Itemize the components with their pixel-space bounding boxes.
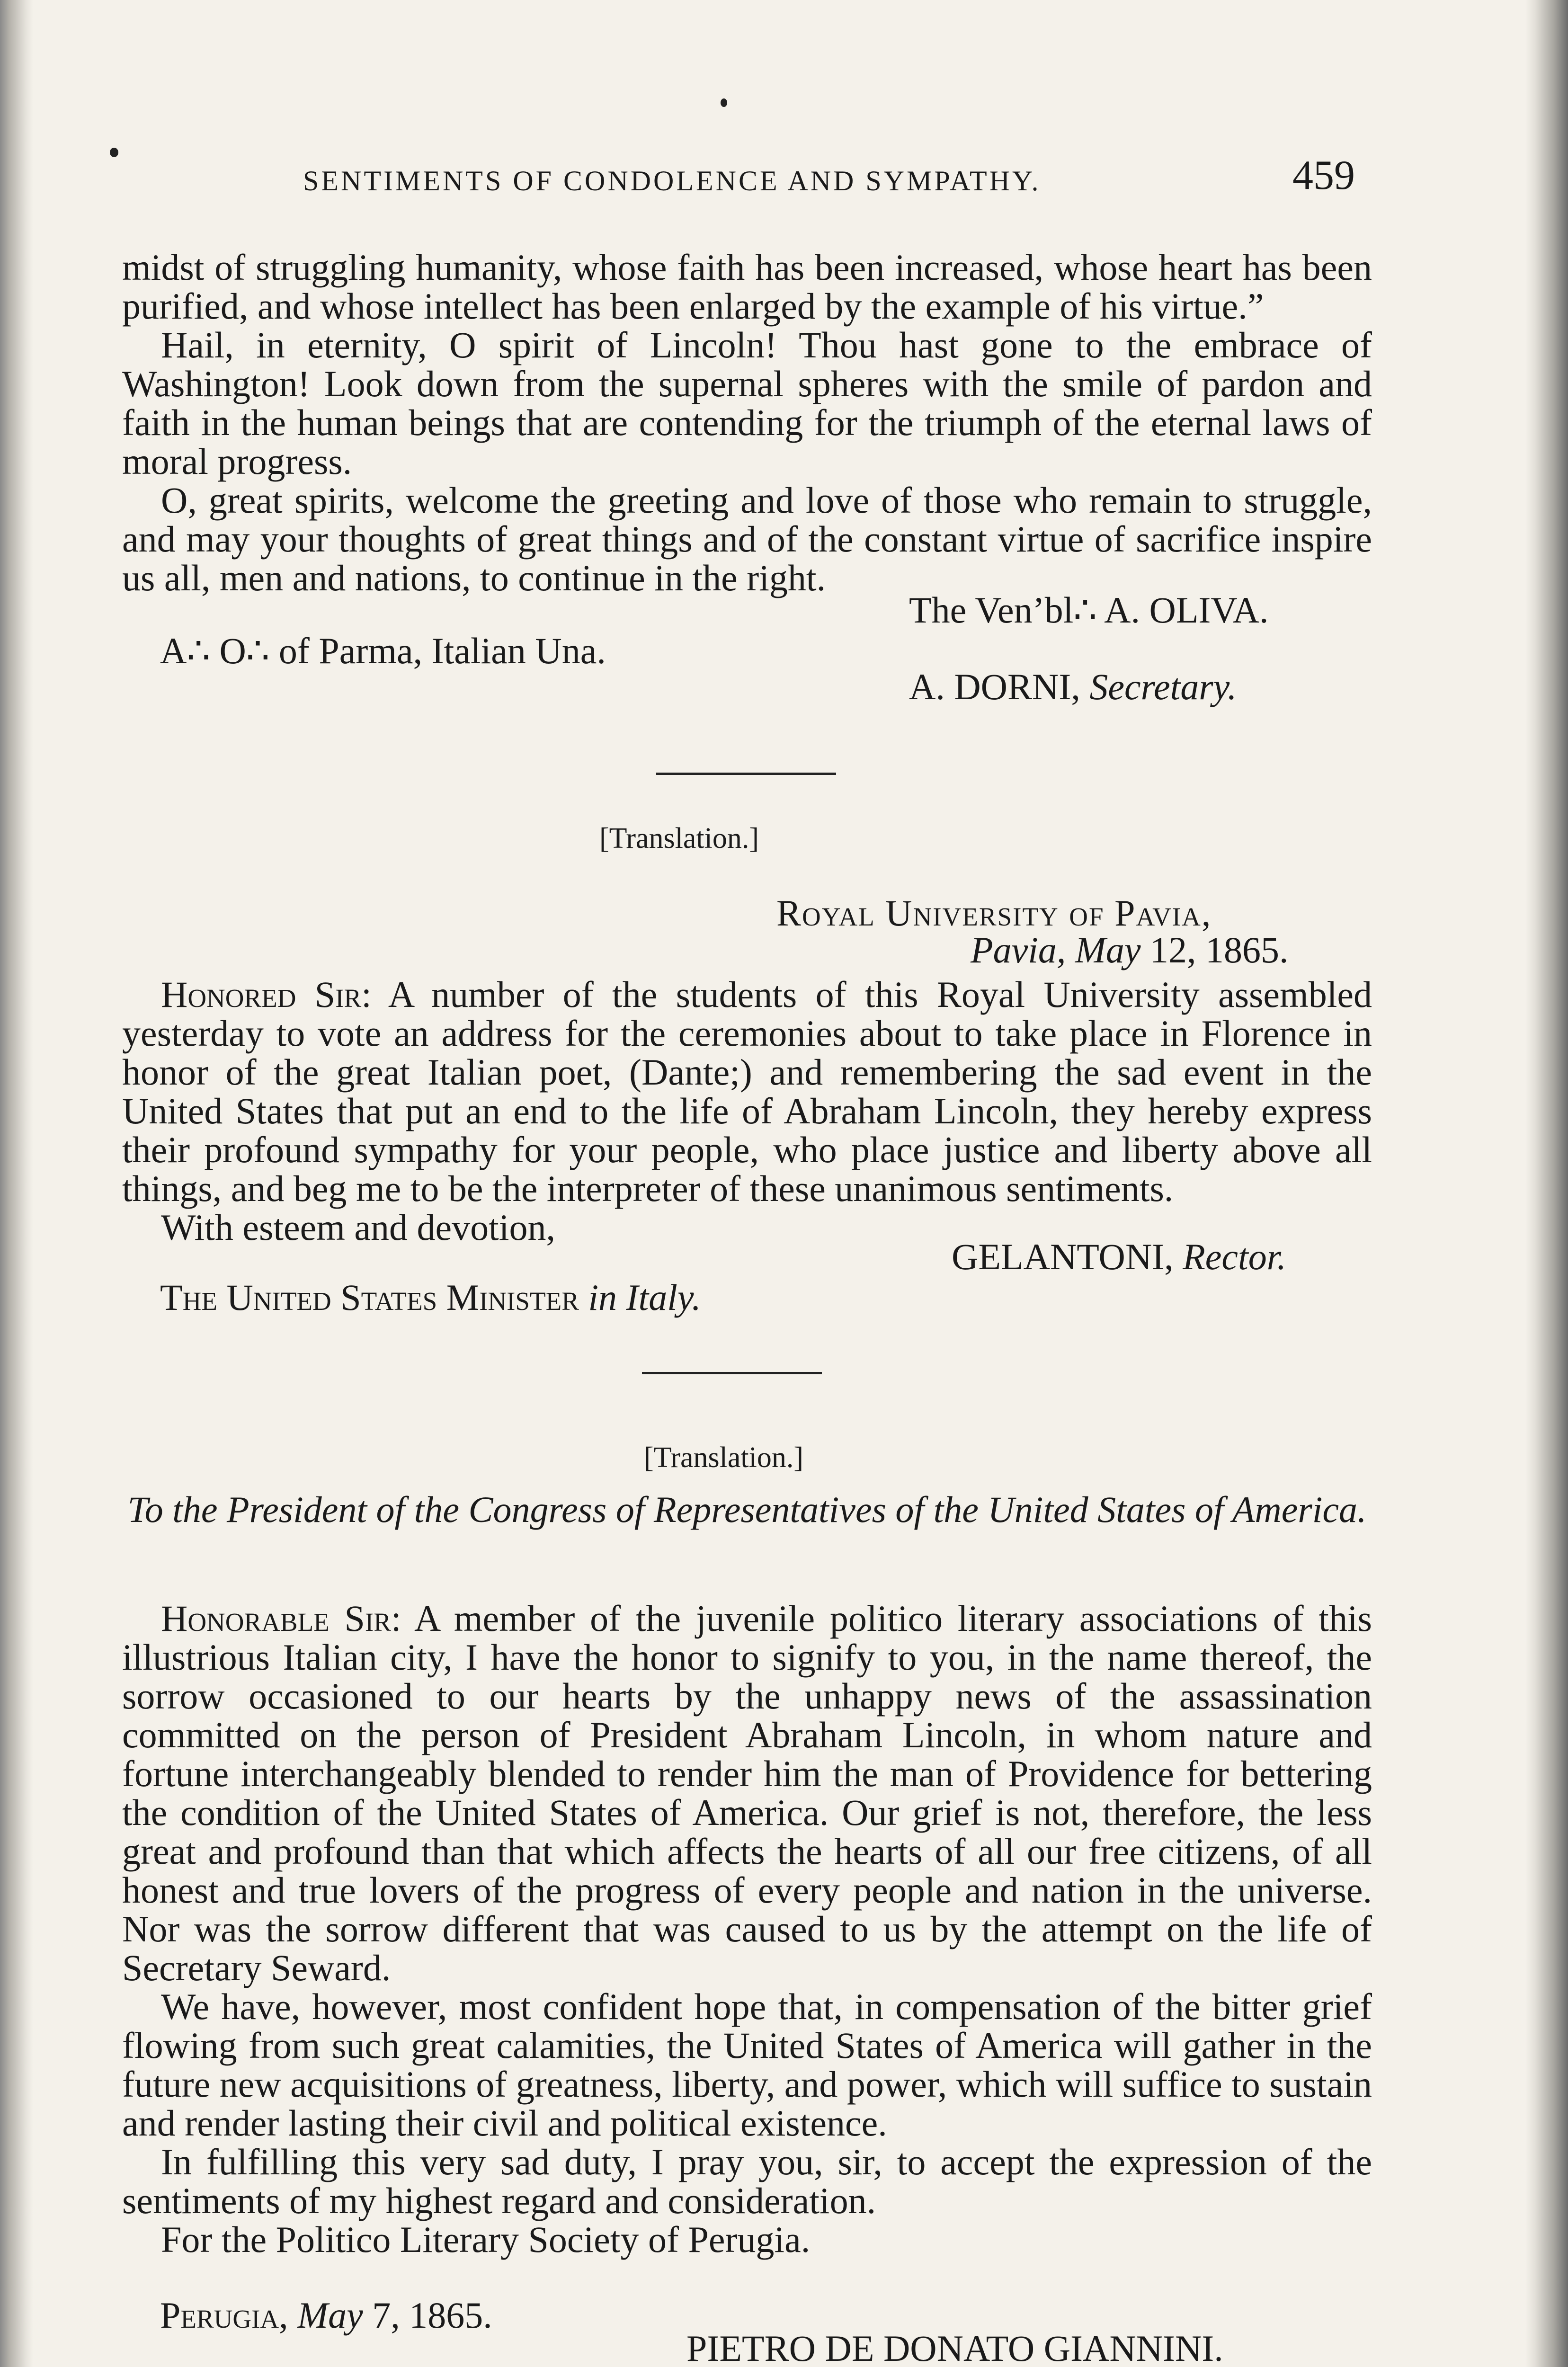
address-date: [971, 931, 1289, 970]
lodge-line: A∴ O∴ of Parma, Italian Una.: [160, 630, 606, 671]
paragraph: Hail, in eternity, O spirit of Lincoln! Thou hast gone to the embrace of Washington! Look down from the supernal spheres with the smile of pardon and faith in the human beings that are contending for the triumph of the eternal laws of moral progress.: [122, 324, 1372, 482]
paragraph: [122, 1599, 1372, 1987]
running-header: SENTIMENTS OF CONDOLENCE AND SYMPATHY.: [303, 165, 1041, 196]
secretary-title: Secretary.: [1089, 666, 1237, 707]
date-month: May: [297, 2295, 363, 2336]
salutation: Honored Sir:: [161, 974, 372, 1015]
ink-mark: [110, 148, 118, 157]
address-line: Royal University of Pavia,: [776, 892, 1212, 934]
letter-body-perugia: [122, 1599, 1372, 2259]
paragraph: We have, however, most confident hope that, in compensation of the bitter grief flowing from such great calamities, the United States of America will gather in the future new acquisitions of greatness, liberty, and power, which will suffice to sustain and render lasting their civil and political existence.: [122, 1986, 1372, 2144]
date-rest: 7, 1865.: [372, 2295, 492, 2336]
translation-heading: [Translation.]: [644, 1442, 803, 1474]
letter-body-pavia: [122, 975, 1372, 1247]
secretary-name: A. DORNI,: [909, 666, 1080, 707]
section-closing-letter: [122, 248, 1372, 597]
scan-edge-right: [1525, 0, 1568, 2367]
signer-title: Rector.: [1183, 1236, 1286, 1277]
recipient-name: The United States Minister: [160, 1277, 579, 1318]
translation-heading: [Translation.]: [599, 822, 759, 854]
address-day: 12, 1865.: [1150, 929, 1289, 970]
ink-mark: [721, 98, 727, 107]
signer-oliva: The Ven’bl∴ A. OLIVA.: [909, 589, 1269, 631]
page-number: 459: [1292, 152, 1355, 198]
signer-giannini: PIETRO DE DONATO GIANNINI.: [686, 2328, 1223, 2367]
closing-line: With esteem and devotion,: [161, 1207, 555, 1248]
place: Perugia,: [160, 2295, 288, 2336]
paragraph: [122, 975, 1372, 1208]
society-line: For the Politico Literary Society of Perugia.: [161, 2219, 811, 2260]
signer-name: GELANTONI,: [952, 1236, 1174, 1277]
paragraph: In fulfilling this very sad duty, I pray you, sir, to accept the expression of the sentiments of my highest regard and consideration.: [122, 2141, 1372, 2221]
recipient-line: [160, 1278, 701, 1317]
scan-edge-left: [0, 0, 33, 2367]
body-text: A member of the juvenile politico literary associations of this illustrious Italian city, I have the honor to signify to you, in the name thereof, the sorrow occasioned to our hearts by the unhappy news of the assassination committed on the person of President Abraham Lincoln, in whom nature and fortune interchangeably blended to render him the man of Providence for bettering the condition of the United States of America. Our grief is not, therefore, the less great and profound than that which affects the hearts of all our free citizens, of all honest and true lovers of the progress of every people and nation in the universe. Nor was the sorrow different that was caused to us by the attempt on the life of Secretary Seward.: [122, 1598, 1372, 1988]
divider-rule: [656, 773, 836, 775]
paragraph: O, great spirits, welcome the greeting and love of those who remain to struggle, and may your thoughts of great things and of the constant virtue of sacrifice inspire us all, men and nations, to continue in the right.: [122, 480, 1372, 598]
signer-gelantoni: [952, 1237, 1286, 1276]
salutation: Honorable Sir:: [161, 1598, 401, 1639]
paragraph: midst of struggling humanity, whose faith has been increased, whose heart has been purified, and whose intellect has been enlarged by the example of his virtue.”: [122, 247, 1372, 327]
letter-title: To the President of the Congress of Representatives of the United States of America.: [127, 1489, 1367, 1530]
divider-rule: [642, 1372, 822, 1374]
recipient-place: in Italy.: [588, 1277, 701, 1318]
address-place: Pavia, May: [971, 929, 1141, 970]
place-date-line: [160, 2296, 492, 2335]
body-text: A number of the students of this Royal University assembled yesterday to vote an address for the ceremonies about to take place in Florence in honor of the great Italian poet, (Dante;) and remembering the sad event in the United States that put an end to the life of Abraham Lincoln, they hereby express their profound sympathy for your people, who place justice and liberty above all things, and beg me to be the interpreter of these unanimous sentiments.: [122, 974, 1372, 1209]
secretary-line: [909, 667, 1237, 706]
